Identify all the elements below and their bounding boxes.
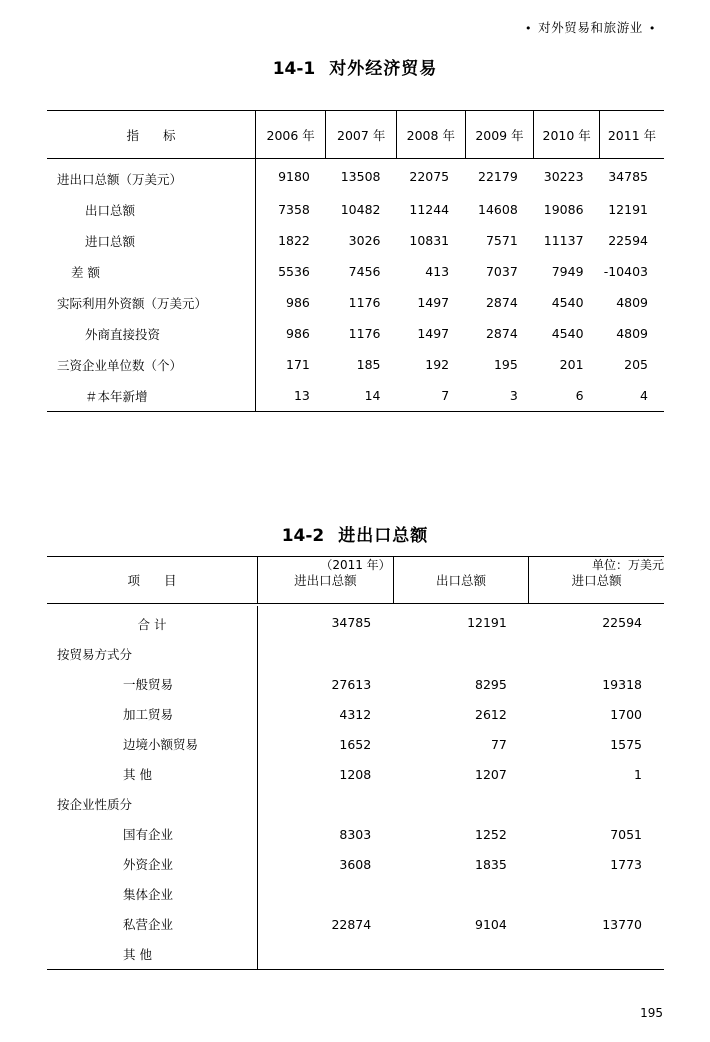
section-title-14-1 [0,54,710,79]
table-cell: 195 [493,357,518,372]
table-row [47,639,664,669]
table-cell: 14608 [478,202,518,217]
table-cell: 77 [490,736,507,752]
row-label: 进口总额 [47,225,255,256]
table-row [47,349,664,380]
table-cell: 192 [425,357,450,372]
table-cell: 1497 [417,295,450,310]
table-cell: 1208 [339,766,372,782]
table-cell: 12191 [608,202,648,217]
running-head-text: 对外贸易和旅游业 [538,20,643,35]
table-14-1 [47,110,664,412]
column-header: 2007 年 [326,111,397,159]
page-number: 195 [640,1006,663,1020]
table-header-row [47,111,664,159]
row-label: ＃本年新增 [47,380,255,412]
table-row [47,939,664,970]
column-header: 出口总额 [393,557,529,604]
table-cell: 1575 [610,736,642,752]
table-cell: 22874 [331,916,372,932]
table-cell: 5536 [278,264,310,279]
table-cell: 22075 [409,169,450,184]
table-cell [393,879,529,909]
row-label: 实际利用外资额（万美元） [47,287,255,318]
running-head [519,18,662,36]
table-cell: 22179 [478,169,518,184]
bullet-icon: • [648,22,656,35]
table-cell: 1773 [610,856,642,872]
table-cell: 19086 [543,202,584,217]
table-cell: 2874 [485,326,518,341]
table-cell: 11244 [409,202,450,217]
table-row [47,819,664,849]
row-label: 按企业性质分 [47,789,258,819]
row-label: 外商直接投资 [47,318,255,349]
table-cell [529,639,664,669]
table-cell: 986 [286,295,310,310]
table-header-row [47,557,664,604]
table-cell: 4809 [616,295,648,310]
row-label: 出口总额 [47,194,255,225]
table-row [47,909,664,939]
table-cell: 2612 [475,706,507,722]
table-cell: 6 [575,388,584,403]
table-row [47,225,664,256]
table-cell: 34785 [331,615,372,630]
table-cell [529,939,664,970]
table-cell: 4312 [339,706,372,722]
table-cell: 3 [509,388,518,403]
table-cell: 27613 [331,676,372,692]
table-cell: 12191 [467,615,507,630]
table-cell: 1207 [475,766,507,782]
table-row [47,879,664,909]
table-cell: 7571 [485,233,518,248]
table-cell: 30223 [543,169,584,184]
table-cell [393,939,529,970]
table-cell [393,789,529,819]
row-label: 一般贸易 [47,669,258,699]
column-header: 项 目 [47,557,258,604]
table-row [47,380,664,412]
row-label: 边境小额贸易 [47,729,258,759]
table-row [47,256,664,287]
row-label: 按贸易方式分 [47,639,258,669]
column-header: 2011 年 [607,127,657,143]
table-cell: 4540 [551,295,584,310]
table-cell: 13508 [340,169,381,184]
table-cell: 1652 [339,736,372,752]
row-label: 其 他 [47,759,258,789]
row-label: 进出口总额（万美元） [47,159,255,194]
row-label: 私营企业 [47,909,258,939]
table-cell: 8303 [339,826,372,842]
table-cell [529,789,664,819]
table-cell [258,939,394,970]
year-note: （2011 年） [320,558,391,572]
table-row [47,159,664,194]
table-cell: 7037 [485,264,518,279]
table-cell: 185 [356,357,381,372]
table-cell: 171 [286,357,310,372]
table-row [47,287,664,318]
table-cell: 1822 [278,233,310,248]
table-row [47,318,664,349]
table-cell: 14 [364,388,381,403]
row-label: 其 他 [47,939,258,970]
table-cell: 7051 [610,826,642,842]
table-cell: 413 [425,264,450,279]
table-cell: 4540 [551,326,584,341]
row-label: 外资企业 [47,849,258,879]
table-header [47,111,664,160]
column-header: 2009 年 [465,111,534,159]
table-cell: 205 [624,357,648,372]
table-row [47,849,664,879]
row-label: 集体企业 [47,879,258,909]
row-label: 差 额 [47,256,255,287]
bullet-icon: • [525,22,533,35]
row-label: 合 计 [47,606,258,639]
table-cell [393,639,529,669]
table-row [47,759,664,789]
section-title-14-2 [0,521,710,546]
table-cell: 7 [441,388,450,403]
table-cell: 1835 [475,856,507,872]
table-cell [529,879,664,909]
column-header: 进口总额 [571,573,622,588]
section-title-text: 进出口总额 [338,526,429,546]
table-cell: 1700 [610,706,642,722]
table-cell: 7456 [348,264,381,279]
table-cell: 201 [559,357,584,372]
table-cell [258,639,394,669]
row-label: 加工贸易 [47,699,258,729]
table-cell [258,789,394,819]
table-body [47,606,664,970]
table-cell: 34785 [608,169,648,184]
table-row [47,606,664,639]
table-cell: 7358 [278,202,310,217]
table-cell: 4 [640,388,648,403]
table-cell: -10403 [603,264,648,279]
table-cell [258,879,394,909]
column-header: 进出口总额 [258,557,394,604]
table-cell: 10831 [409,233,450,248]
table-cell: 22594 [602,615,642,630]
table-cell: 1176 [348,295,381,310]
table-cell: 9104 [475,916,507,932]
table-cell: 13770 [602,916,642,932]
table-cell: 13 [293,388,310,403]
section-title-text: 对外经济贸易 [329,59,438,79]
row-label: 三资企业单位数（个） [47,349,255,380]
table-cell: 11137 [543,233,584,248]
section-number: 14-1 [272,59,316,79]
table-14-2 [47,556,664,970]
table-cell: 22594 [608,233,648,248]
column-header: 2006 年 [255,111,325,159]
column-header: 指 标 [47,111,255,159]
table-row [47,699,664,729]
table-cell: 3026 [348,233,381,248]
table-cell: 9180 [278,169,310,184]
table-row [47,194,664,225]
table-cell: 4809 [616,326,648,341]
table-row [47,729,664,759]
table-cell: 1497 [417,326,450,341]
table-cell: 19318 [602,676,642,692]
table-cell: 7949 [551,264,584,279]
table-cell: 10482 [340,202,381,217]
column-header: 2010 年 [534,111,600,159]
table-cell: 986 [286,326,310,341]
table-cell: 3608 [339,856,372,872]
table-cell: 1176 [348,326,381,341]
table-row [47,669,664,699]
table-body [47,159,664,412]
table-cell: 8295 [475,676,507,692]
table-header [47,557,664,607]
section-number: 14-2 [281,526,325,546]
table-cell: 1252 [475,826,507,842]
unit-note: 单位：万美元 [591,558,664,572]
row-label: 国有企业 [47,819,258,849]
table-row [47,789,664,819]
column-header: 2008 年 [396,111,465,159]
table-cell: 1 [634,766,642,782]
table-cell: 2874 [485,295,518,310]
